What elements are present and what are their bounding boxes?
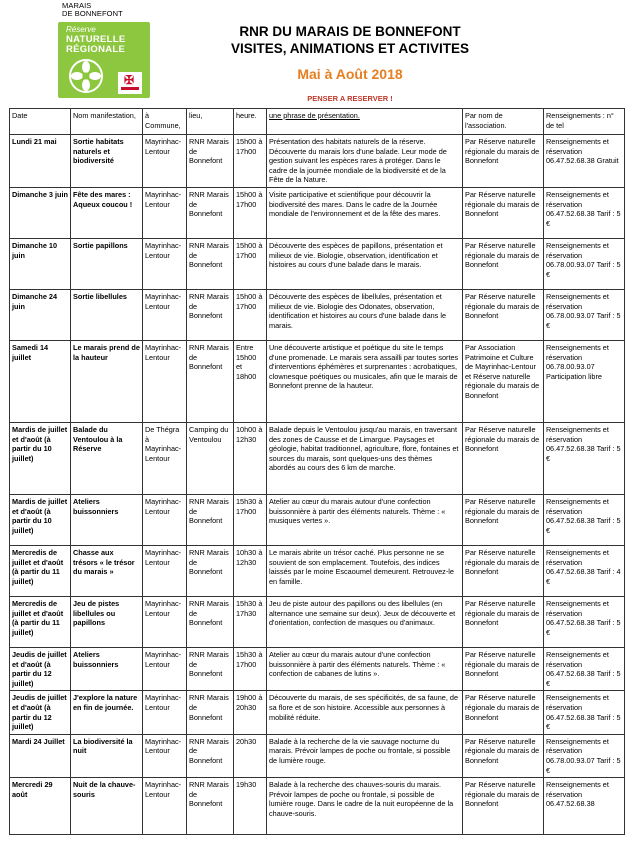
- cell-lieu: RNR Marais de Bonnefont: [187, 734, 234, 777]
- header-association: Par nom de l'association.: [463, 109, 544, 135]
- table-row: [10, 596, 625, 647]
- cell-commune: Mayrinhac-Lentour: [143, 494, 187, 545]
- cell-lieu: RNR Marais de Bonnefont: [187, 647, 234, 690]
- cell-heure: 10h30 à 12h30: [234, 545, 267, 596]
- cell-heure: 15h30 à 17h00: [234, 647, 267, 690]
- cell-date: Jeudis de juillet et d'août (à partir du 12 juillet): [10, 691, 71, 734]
- page-subtitle: VISITES, ANIMATIONS ET ACTIVITES: [230, 41, 470, 56]
- cell-date: Mercredi 29 août: [10, 778, 71, 835]
- cell-renseignements: Renseignements et réservation 06.47.52.68.38 Tarif : 4 €: [544, 545, 625, 596]
- cell-lieu: RNR Marais de Bonnefont: [187, 238, 234, 289]
- cell-lieu: Camping du Ventoulou: [187, 422, 234, 494]
- cell-association: Par Réserve naturelle régionale du marais de Bonnefont: [463, 187, 544, 238]
- cell-lieu: RNR Marais de Bonnefont: [187, 187, 234, 238]
- table-row: [10, 187, 625, 238]
- reserve-logo: [58, 2, 150, 98]
- cell-renseignements: Renseignements et réservation 06.47.52.68.38 Tarif : 5 €: [544, 596, 625, 647]
- cell-name: Chasse aux trésors « le trésor du marais »: [71, 545, 143, 596]
- table-row: [10, 545, 625, 596]
- cell-lieu: RNR Marais de Bonnefont: [187, 691, 234, 734]
- cell-name: Sortie papillons: [71, 238, 143, 289]
- cell-association: Par Réserve naturelle régionale du marais de Bonnefont: [463, 135, 544, 188]
- cell-heure: 15h30 à 17h00: [234, 494, 267, 545]
- cell-commune: De Thégra à Mayrinhac-Lentour: [143, 422, 187, 494]
- flower-emblem-icon: [68, 58, 104, 94]
- cell-lieu: RNR Marais de Bonnefont: [187, 596, 234, 647]
- cell-renseignements: Renseignements et réservation 06.47.52.68.38 Tarif : 5 €: [544, 187, 625, 238]
- table-row: [10, 647, 625, 690]
- cell-date: Dimanche 3 juin: [10, 187, 71, 238]
- cell-description: Visite participative et scientifique pour découvrir la biodiversité des mares. Dans le cadre de la Journée mondiale de l'environnement et de la fête des mares.: [267, 187, 463, 238]
- cell-date: Lundi 21 mai: [10, 135, 71, 188]
- cell-date: Dimanche 10 juin: [10, 238, 71, 289]
- cell-heure: 15h00 à 17h00: [234, 135, 267, 188]
- cell-date: Mardi 24 Juillet: [10, 734, 71, 777]
- cell-name: Nuit de la chauve-souris: [71, 778, 143, 835]
- cell-association: Par Réserve naturelle régionale du marais de Bonnefont: [463, 494, 544, 545]
- cell-renseignements: Renseignements et réservation 06.47.52.68.38 Tarif : 5 €: [544, 647, 625, 690]
- table-row: [10, 238, 625, 289]
- reservation-note: PENSER A RESERVER !: [307, 94, 393, 103]
- cell-lieu: RNR Marais de Bonnefont: [187, 289, 234, 340]
- cell-association: Par Association Patrimoine et Culture de Mayrinhac-Lentour et Réserve naturelle régionale du marais de Bonnefont: [463, 340, 544, 422]
- logo-marais-text: [62, 2, 123, 18]
- table-row: [10, 340, 625, 422]
- cell-description: Balade à la recherche de la vie sauvage nocturne du marais. Prévoir lampes de poche ou frontale, si possible de lumière rouge.: [267, 734, 463, 777]
- cell-commune: Mayrinhac-Lentour: [143, 647, 187, 690]
- cell-lieu: RNR Marais de Bonnefont: [187, 340, 234, 422]
- cell-date: Mardis de juillet et d'août (à partir du 10 juillet): [10, 494, 71, 545]
- cell-heure: 15h00 à 17h00: [234, 238, 267, 289]
- cell-commune: Mayrinhac-Lentour: [143, 238, 187, 289]
- cell-description: Découverte des espèces de libellules, présentation et milieux de vie. Biologie des Odonates, observation, identification et histoires au cours d'une balade dans le marais.: [267, 289, 463, 340]
- cell-heure: 19h30: [234, 778, 267, 835]
- cell-commune: Mayrinhac-Lentour: [143, 340, 187, 422]
- cell-heure: 15h30 à 17h30: [234, 596, 267, 647]
- cell-date: Mardis de juillet et d'août (à partir du 10 juillet): [10, 422, 71, 494]
- cell-description: Le marais abrite un trésor caché. Plus personne ne se souvient de son emplacement. Toutefois, des indices laissés par le moine Escaoumel demeurent. Retrouvez-le en famille.: [267, 545, 463, 596]
- cell-association: Par Réserve naturelle régionale du marais de Bonnefont: [463, 647, 544, 690]
- logo-green-panel: [58, 22, 150, 98]
- cell-description: Jeu de piste autour des papillons ou des libellules (en alternance une semaine sur deux). Jeux de découverte et d'orientation, confection de masques ou d'animaux.: [267, 596, 463, 647]
- cell-name: Sortie habitats naturels et biodiversité: [71, 135, 143, 188]
- cell-renseignements: Renseignements et réservation 06.78.00.93.07 Participation libre: [544, 340, 625, 422]
- logo-reserve-line3: RÉGIONALE: [66, 44, 126, 55]
- cell-name: Le marais prend de la hauteur: [71, 340, 143, 422]
- period-heading: Mai à Août 2018: [297, 66, 403, 82]
- cell-name: Balade du Ventoulou à la Réserve: [71, 422, 143, 494]
- cell-date: Mercredis de juillet et d'août (à partir du 11 juillet): [10, 596, 71, 647]
- cell-renseignements: Renseignements et réservation 06.47.52.68.38 Tarif : 5 €: [544, 691, 625, 734]
- table-row: [10, 778, 625, 835]
- programme-table: [9, 108, 625, 835]
- cell-commune: Mayrinhac-Lentour: [143, 545, 187, 596]
- cell-lieu: RNR Marais de Bonnefont: [187, 135, 234, 188]
- cell-association: Par Réserve naturelle régionale du marais de Bonnefont: [463, 596, 544, 647]
- page-title: RNR DU MARAIS DE BONNEFONT: [239, 24, 461, 39]
- cell-renseignements: Renseignements et réservation 06.47.52.68.38: [544, 778, 625, 835]
- cell-description: Atelier au cœur du marais autour d'une confection buissonnière à partir des éléments naturels. Thème : « musiques vertes ».: [267, 494, 463, 545]
- table-header-row: [10, 109, 625, 135]
- header-description: une phrase de présentation.: [267, 109, 463, 135]
- header-name: Nom manifestation,: [71, 109, 143, 135]
- cell-association: Par Réserve naturelle régionale du marais de Bonnefont: [463, 289, 544, 340]
- cell-date: Samedi 14 juillet: [10, 340, 71, 422]
- occitanie-cross-icon: ✠: [118, 72, 142, 94]
- cell-description: Présentation des habitats naturels de la réserve. Découverte du marais lors d'une balade. Leur mode de gestion suivant les espèces rares à protéger. Dans le cadre de la journée mondiale de la biodiversité et de la Fête de la Nature.: [267, 135, 463, 188]
- cell-heure: 15h00 à 17h00: [234, 187, 267, 238]
- logo-marais-line2: DE BONNEFONT: [62, 9, 123, 18]
- table-row: [10, 422, 625, 494]
- cell-lieu: RNR Marais de Bonnefont: [187, 494, 234, 545]
- cell-name: Jeu de pistes libellules ou papillons: [71, 596, 143, 647]
- header-heure: heure.: [234, 109, 267, 135]
- cell-association: Par Réserve naturelle régionale du marais de Bonnefont: [463, 422, 544, 494]
- cell-date: Jeudis de juillet et d'août (à partir du 12 juillet): [10, 647, 71, 690]
- logo-marais-line1: MARAIS: [62, 1, 92, 10]
- cell-date: Dimanche 24 juin: [10, 289, 71, 340]
- table-row: [10, 289, 625, 340]
- cell-heure: 10h00 à 12h30: [234, 422, 267, 494]
- header-lieu: lieu,: [187, 109, 234, 135]
- logo-reserve-line2: NATURELLE: [66, 34, 126, 45]
- cell-heure: 15h00 à 17h00: [234, 289, 267, 340]
- cell-commune: Mayrinhac-Lentour: [143, 778, 187, 835]
- cell-description: Une découverte artistique et poétique du site le temps d'une promenade. Le marais sera assailli par toutes sortes d'interventions éphémères et surprenantes : acrobatiques, clownesque poétiques ou musicales, afin que le marais de Bonnefont prenne de la hauteur.: [267, 340, 463, 422]
- cell-name: Ateliers buissonniers: [71, 494, 143, 545]
- cell-name: Sortie libellules: [71, 289, 143, 340]
- table-row: [10, 691, 625, 734]
- table-row: [10, 135, 625, 188]
- cell-renseignements: Renseignements et réservation 06.47.52.68.38 Tarif : 5 €: [544, 422, 625, 494]
- table-row: [10, 734, 625, 777]
- table-body: [10, 135, 625, 835]
- cell-name: J'explore la nature en fin de journée.: [71, 691, 143, 734]
- cell-heure: Entre 15h00 et 18h00: [234, 340, 267, 422]
- cell-name: Ateliers buissonniers: [71, 647, 143, 690]
- cell-renseignements: Renseignements et réservation 06.78.00.93.07 Tarif : 5 €: [544, 289, 625, 340]
- cell-association: Par Réserve naturelle régionale du marais de Bonnefont: [463, 238, 544, 289]
- cell-commune: Mayrinhac-Lentour: [143, 596, 187, 647]
- header-renseignements: Renseignements : n° de tel: [544, 109, 625, 135]
- cell-commune: Mayrinhac-Lentour: [143, 289, 187, 340]
- header-commune: à Commune,: [143, 109, 187, 135]
- cell-association: Par Réserve naturelle régionale du marais de Bonnefont: [463, 734, 544, 777]
- cell-description: Balade depuis le Ventoulou jusqu'au marais, en traversant des zones de Causse et de Limargue. Paysages et géologie, habitat traditionnel, agriculture, flore, fontaines et sources du marais, sont quelques-uns des thèmes abordés au cours des 6 km de marche.: [267, 422, 463, 494]
- cell-commune: Mayrinhac-Lentour: [143, 187, 187, 238]
- cell-association: Par Réserve naturelle régionale du marais de Bonnefont: [463, 545, 544, 596]
- cell-lieu: RNR Marais de Bonnefont: [187, 778, 234, 835]
- cell-lieu: RNR Marais de Bonnefont: [187, 545, 234, 596]
- cell-commune: Mayrinhac-Lentour: [143, 691, 187, 734]
- cell-heure: 20h30: [234, 734, 267, 777]
- cell-name: Fête des mares : Aqueux coucou !: [71, 187, 143, 238]
- cell-description: Balade à la recherche des chauves-souris du marais. Prévoir lampes de poche ou frontale, si possible de lumière rouge. Dans le cadre de la nuit européenne de la chauve-souris.: [267, 778, 463, 835]
- cell-commune: Mayrinhac-Lentour: [143, 734, 187, 777]
- cell-heure: 19h00 à 20h30: [234, 691, 267, 734]
- table-row: [10, 494, 625, 545]
- cell-description: Atelier au cœur du marais autour d'une confection buissonnière à partir des éléments naturels. Thème : « confection de cabanes de lutins ».: [267, 647, 463, 690]
- header-date: Date: [10, 109, 71, 135]
- logo-reserve-line1: Réserve: [66, 25, 96, 34]
- cell-association: Par Réserve naturelle régionale du marais de Bonnefont: [463, 691, 544, 734]
- cell-commune: Mayrinhac-Lentour: [143, 135, 187, 188]
- cell-renseignements: Renseignements et réservation 06.78.00.93.07 Tarif : 5 €: [544, 238, 625, 289]
- cell-renseignements: Renseignements et réservation 06.47.52.68.38 Tarif : 5 €: [544, 494, 625, 545]
- cell-description: Découverte du marais, de ses spécificités, de sa faune, de sa flore et de son histoire. Accessible aux personnes à mobilité réduite.: [267, 691, 463, 734]
- cell-description: Découverte des espèces de papillons, présentation et milieux de vie. Biologie, observation, identification et histoires au cours d'une balade dans le marais.: [267, 238, 463, 289]
- cell-name: La biodiversité la nuit: [71, 734, 143, 777]
- cell-renseignements: Renseignements et réservation 06.78.00.93.07 Tarif : 5 €: [544, 734, 625, 777]
- cell-date: Mercredis de juillet et d'août (à partir du 11 juillet): [10, 545, 71, 596]
- cell-association: Par Réserve naturelle régionale du marais de Bonnefont: [463, 778, 544, 835]
- cell-renseignements: Renseignements et réservation 06.47.52.68.38 Gratuit: [544, 135, 625, 188]
